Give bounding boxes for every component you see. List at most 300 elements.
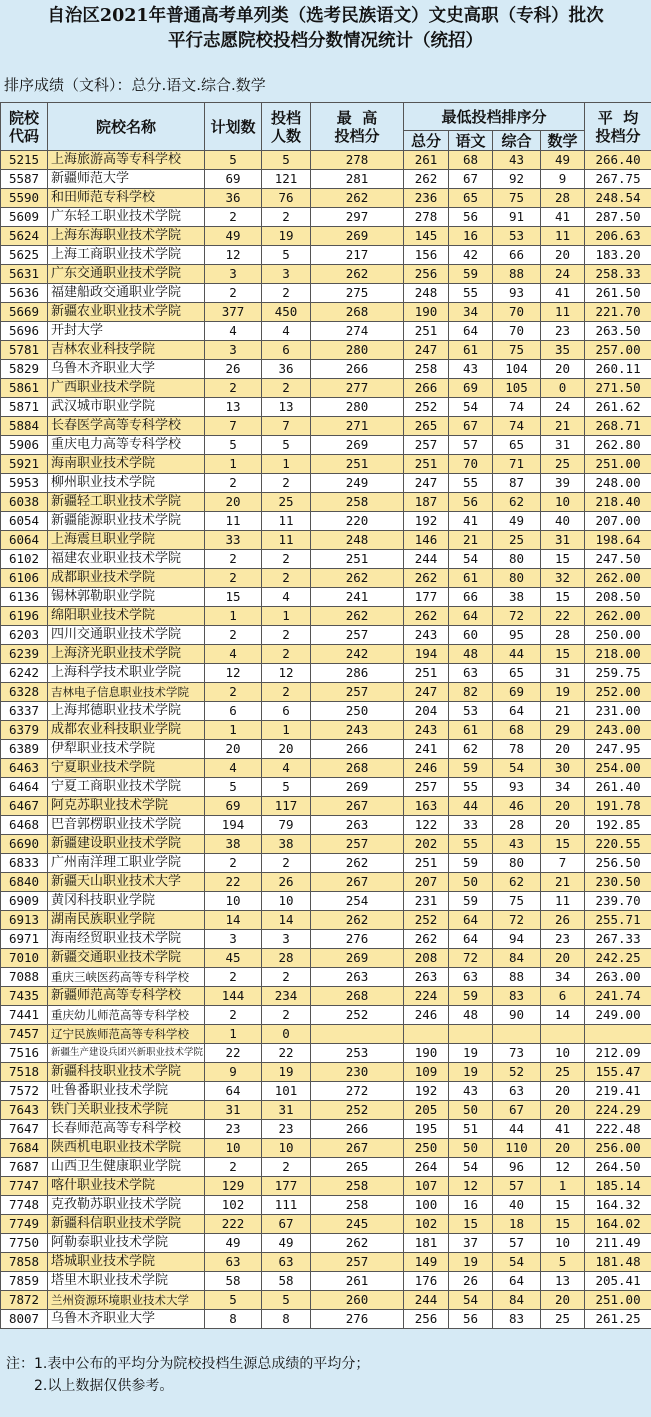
cell-avg-score: 208.50 (585, 588, 651, 607)
cell-plan: 1 (205, 721, 262, 740)
cell-min-comprehensive: 70 (493, 322, 541, 341)
cell-code: 5861 (1, 379, 48, 398)
cell-plan: 2 (205, 626, 262, 645)
cell-min-total: 231 (404, 892, 449, 911)
cell-name: 柳州职业技术学院 (48, 474, 205, 493)
cell-name: 新疆科信职业技术学院 (48, 1215, 205, 1234)
cell-min-math: 5 (541, 1253, 585, 1272)
cell-name: 绵阳职业技术学院 (48, 607, 205, 626)
cell-min-math: 1 (541, 1177, 585, 1196)
cell-code: 5884 (1, 417, 48, 436)
cell-min-math: 6 (541, 987, 585, 1006)
cell-plan: 9 (205, 1063, 262, 1082)
cell-admitted: 4 (262, 322, 311, 341)
table-row (1, 436, 651, 455)
cell-admitted: 2 (262, 569, 311, 588)
cell-min-math: 31 (541, 531, 585, 550)
cell-plan: 2 (205, 854, 262, 873)
cell-max-score: 220 (311, 512, 404, 531)
cell-code: 6102 (1, 550, 48, 569)
table-body (1, 151, 651, 1329)
cell-min-comprehensive: 92 (493, 170, 541, 189)
cell-min-chinese: 56 (449, 1310, 493, 1329)
cell-name: 新疆生产建设兵团兴新职业技术学院 (48, 1044, 205, 1063)
cell-max-score: 297 (311, 208, 404, 227)
cell-code: 5781 (1, 341, 48, 360)
cell-avg-score: 261.50 (585, 284, 651, 303)
cell-plan: 5 (205, 1291, 262, 1310)
cell-admitted: 111 (262, 1196, 311, 1215)
cell-min-math: 32 (541, 569, 585, 588)
cell-min-comprehensive: 62 (493, 873, 541, 892)
cell-code: 7748 (1, 1196, 48, 1215)
cell-min-comprehensive: 67 (493, 1101, 541, 1120)
cell-min-math: 21 (541, 702, 585, 721)
cell-min-chinese: 43 (449, 360, 493, 379)
cell-min-comprehensive: 44 (493, 645, 541, 664)
cell-avg-score: 268.71 (585, 417, 651, 436)
table-row (1, 493, 651, 512)
cell-admitted: 3 (262, 265, 311, 284)
cell-min-math: 9 (541, 170, 585, 189)
table-row (1, 1253, 651, 1272)
cell-plan: 11 (205, 512, 262, 531)
cell-min-comprehensive: 74 (493, 417, 541, 436)
cell-min-total: 205 (404, 1101, 449, 1120)
cell-min-comprehensive: 62 (493, 493, 541, 512)
cell-avg-score: 212.09 (585, 1044, 651, 1063)
cell-max-score (311, 1025, 404, 1044)
cell-min-chinese: 21 (449, 531, 493, 550)
cell-name: 广东交通职业技术学院 (48, 265, 205, 284)
cell-min-comprehensive: 43 (493, 151, 541, 170)
table-row (1, 398, 651, 417)
cell-code: 6379 (1, 721, 48, 740)
cell-max-score: 266 (311, 740, 404, 759)
cell-avg-score: 207.00 (585, 512, 651, 531)
header-max-score: 最 高 投档分 (311, 103, 404, 151)
table-row (1, 778, 651, 797)
cell-avg-score: 191.78 (585, 797, 651, 816)
cell-max-score: 275 (311, 284, 404, 303)
cell-min-total: 251 (404, 455, 449, 474)
cell-min-math: 25 (541, 455, 585, 474)
cell-min-comprehensive: 71 (493, 455, 541, 474)
cell-name: 新疆科技职业技术学院 (48, 1063, 205, 1082)
cell-min-comprehensive: 80 (493, 550, 541, 569)
cell-plan: 2 (205, 1158, 262, 1177)
cell-avg-score: 250.00 (585, 626, 651, 645)
cell-min-total: 224 (404, 987, 449, 1006)
cell-plan: 1 (205, 607, 262, 626)
cell-max-score: 278 (311, 151, 404, 170)
cell-min-chinese: 33 (449, 816, 493, 835)
cell-plan: 33 (205, 531, 262, 550)
cell-avg-score: 231.00 (585, 702, 651, 721)
cell-code: 6203 (1, 626, 48, 645)
cell-min-total: 251 (404, 854, 449, 873)
cell-name: 乌鲁木齐职业大学 (48, 1310, 205, 1329)
cell-min-comprehensive: 28 (493, 816, 541, 835)
cell-min-total: 257 (404, 778, 449, 797)
cell-name: 福建农业职业技术学院 (48, 550, 205, 569)
table-row (1, 1120, 651, 1139)
cell-code: 7749 (1, 1215, 48, 1234)
cell-code: 5587 (1, 170, 48, 189)
cell-min-comprehensive: 40 (493, 1196, 541, 1215)
cell-max-score: 280 (311, 341, 404, 360)
cell-code: 7572 (1, 1082, 48, 1101)
cell-plan: 377 (205, 303, 262, 322)
cell-min-total: 204 (404, 702, 449, 721)
cell-min-math: 15 (541, 835, 585, 854)
cell-code: 6913 (1, 911, 48, 930)
cell-plan: 49 (205, 1234, 262, 1253)
cell-plan: 45 (205, 949, 262, 968)
cell-max-score: 217 (311, 246, 404, 265)
cell-avg-score: 255.71 (585, 911, 651, 930)
cell-max-score: 268 (311, 303, 404, 322)
cell-min-chinese: 43 (449, 1082, 493, 1101)
cell-avg-score: 243.00 (585, 721, 651, 740)
cell-plan: 20 (205, 740, 262, 759)
cell-min-math: 31 (541, 664, 585, 683)
cell-code: 6328 (1, 683, 48, 702)
cell-min-chinese: 67 (449, 417, 493, 436)
cell-min-comprehensive: 25 (493, 531, 541, 550)
cell-max-score: 258 (311, 1196, 404, 1215)
cell-admitted: 2 (262, 379, 311, 398)
cell-min-chinese: 61 (449, 569, 493, 588)
cell-min-chinese: 72 (449, 949, 493, 968)
cell-avg-score: 247.50 (585, 550, 651, 569)
cell-min-total: 177 (404, 588, 449, 607)
cell-avg-score: 218.00 (585, 645, 651, 664)
cell-admitted: 38 (262, 835, 311, 854)
cell-min-comprehensive: 70 (493, 303, 541, 322)
cell-name: 新疆天山职业技术大学 (48, 873, 205, 892)
cell-min-math: 41 (541, 208, 585, 227)
header-comprehensive: 综合 (493, 131, 541, 151)
cell-min-chinese: 54 (449, 1291, 493, 1310)
table-row (1, 702, 651, 721)
cell-admitted: 22 (262, 1044, 311, 1063)
cell-admitted: 8 (262, 1310, 311, 1329)
cell-min-total: 258 (404, 360, 449, 379)
table-row (1, 835, 651, 854)
cell-avg-score: 261.62 (585, 398, 651, 417)
cell-min-total: 251 (404, 322, 449, 341)
cell-min-total: 192 (404, 512, 449, 531)
cell-name: 阿勒泰职业技术学院 (48, 1234, 205, 1253)
cell-max-score: 280 (311, 398, 404, 417)
cell-min-chinese: 55 (449, 474, 493, 493)
cell-plan: 2 (205, 550, 262, 569)
cell-min-total: 241 (404, 740, 449, 759)
cell-min-total: 278 (404, 208, 449, 227)
score-table (0, 102, 651, 1329)
cell-min-math: 20 (541, 360, 585, 379)
cell-admitted: 76 (262, 189, 311, 208)
cell-code: 7858 (1, 1253, 48, 1272)
cell-name: 塔里木职业技术学院 (48, 1272, 205, 1291)
cell-code: 6239 (1, 645, 48, 664)
cell-name: 上海旅游高等专科学校 (48, 151, 205, 170)
cell-code: 5921 (1, 455, 48, 474)
table-row (1, 911, 651, 930)
cell-max-score: 267 (311, 1139, 404, 1158)
cell-min-math: 28 (541, 626, 585, 645)
cell-min-chinese: 64 (449, 607, 493, 626)
cell-min-chinese: 19 (449, 1044, 493, 1063)
cell-avg-score: 181.48 (585, 1253, 651, 1272)
cell-min-total: 244 (404, 550, 449, 569)
cell-min-chinese: 59 (449, 265, 493, 284)
cell-min-total: 149 (404, 1253, 449, 1272)
cell-name: 新疆能源职业技术学院 (48, 512, 205, 531)
cell-min-chinese: 37 (449, 1234, 493, 1253)
cell-max-score: 248 (311, 531, 404, 550)
cell-max-score: 267 (311, 873, 404, 892)
cell-min-chinese: 59 (449, 987, 493, 1006)
cell-code: 7516 (1, 1044, 48, 1063)
cell-min-total: 102 (404, 1215, 449, 1234)
cell-name: 长春师范高等专科学校 (48, 1120, 205, 1139)
cell-min-comprehensive: 75 (493, 892, 541, 911)
cell-name: 锡林郭勒职业学院 (48, 588, 205, 607)
table-row (1, 721, 651, 740)
cell-admitted: 49 (262, 1234, 311, 1253)
cell-max-score: 257 (311, 626, 404, 645)
cell-min-chinese: 26 (449, 1272, 493, 1291)
cell-min-comprehensive: 83 (493, 1310, 541, 1329)
cell-code: 7643 (1, 1101, 48, 1120)
cell-min-math: 0 (541, 379, 585, 398)
cell-code: 7010 (1, 949, 48, 968)
cell-plan: 12 (205, 664, 262, 683)
cell-avg-score (585, 1025, 651, 1044)
cell-max-score: 281 (311, 170, 404, 189)
cell-min-total: 251 (404, 664, 449, 683)
cell-min-math: 15 (541, 1215, 585, 1234)
cell-min-chinese: 59 (449, 892, 493, 911)
cell-code: 6840 (1, 873, 48, 892)
cell-min-chinese: 42 (449, 246, 493, 265)
table-row (1, 1272, 651, 1291)
cell-name: 新疆建设职业技术学院 (48, 835, 205, 854)
cell-admitted: 0 (262, 1025, 311, 1044)
cell-admitted: 1 (262, 721, 311, 740)
cell-plan: 5 (205, 151, 262, 170)
cell-min-chinese: 54 (449, 550, 493, 569)
cell-admitted: 58 (262, 1272, 311, 1291)
cell-admitted: 2 (262, 645, 311, 664)
cell-plan: 10 (205, 892, 262, 911)
cell-name: 新疆师范高等专科学校 (48, 987, 205, 1006)
cell-avg-score: 221.70 (585, 303, 651, 322)
cell-min-comprehensive: 90 (493, 1006, 541, 1025)
cell-code: 5609 (1, 208, 48, 227)
table-row (1, 246, 651, 265)
cell-min-chinese: 34 (449, 303, 493, 322)
cell-name: 广东轻工职业技术学院 (48, 208, 205, 227)
cell-code: 7441 (1, 1006, 48, 1025)
cell-code: 6064 (1, 531, 48, 550)
table-row (1, 151, 651, 170)
cell-name: 新疆轻工职业技术学院 (48, 493, 205, 512)
cell-plan: 23 (205, 1120, 262, 1139)
cell-min-chinese: 62 (449, 740, 493, 759)
cell-plan: 38 (205, 835, 262, 854)
cell-avg-score: 164.02 (585, 1215, 651, 1234)
cell-plan: 15 (205, 588, 262, 607)
cell-code: 6690 (1, 835, 48, 854)
table-row (1, 512, 651, 531)
cell-min-comprehensive: 63 (493, 1082, 541, 1101)
cell-name: 上海东海职业技术学院 (48, 227, 205, 246)
table-row (1, 759, 651, 778)
cell-min-math: 31 (541, 436, 585, 455)
cell-min-math: 15 (541, 645, 585, 664)
table-row (1, 227, 651, 246)
cell-min-comprehensive: 64 (493, 702, 541, 721)
cell-name: 海南职业技术学院 (48, 455, 205, 474)
cell-min-math: 29 (541, 721, 585, 740)
cell-min-comprehensive: 46 (493, 797, 541, 816)
cell-name: 武汉城市职业学院 (48, 398, 205, 417)
cell-name: 黄冈科技职业学院 (48, 892, 205, 911)
cell-name: 陕西机电职业技术学院 (48, 1139, 205, 1158)
cell-name: 宁夏职业技术学院 (48, 759, 205, 778)
cell-code: 6909 (1, 892, 48, 911)
cell-admitted: 63 (262, 1253, 311, 1272)
cell-max-score: 252 (311, 1101, 404, 1120)
cell-avg-score: 262.00 (585, 607, 651, 626)
cell-admitted: 2 (262, 1006, 311, 1025)
cell-code: 7687 (1, 1158, 48, 1177)
cell-avg-score: 205.41 (585, 1272, 651, 1291)
cell-min-total: 187 (404, 493, 449, 512)
cell-plan: 69 (205, 797, 262, 816)
cell-admitted: 2 (262, 683, 311, 702)
cell-min-math: 49 (541, 151, 585, 170)
cell-min-math: 11 (541, 892, 585, 911)
cell-name: 福建船政交通职业学院 (48, 284, 205, 303)
table-row (1, 854, 651, 873)
cell-admitted: 234 (262, 987, 311, 1006)
table-row (1, 303, 651, 322)
cell-avg-score: 261.25 (585, 1310, 651, 1329)
cell-max-score: 230 (311, 1063, 404, 1082)
cell-name: 重庆幼儿师范高等专科学校 (48, 1006, 205, 1025)
cell-avg-score: 287.50 (585, 208, 651, 227)
cell-min-comprehensive: 73 (493, 1044, 541, 1063)
cell-min-math: 10 (541, 1234, 585, 1253)
cell-min-comprehensive: 65 (493, 664, 541, 683)
cell-min-comprehensive: 84 (493, 949, 541, 968)
cell-max-score: 263 (311, 968, 404, 987)
cell-min-math: 24 (541, 398, 585, 417)
table-row (1, 1025, 651, 1044)
cell-min-math: 21 (541, 873, 585, 892)
cell-code: 5624 (1, 227, 48, 246)
cell-avg-score: 220.55 (585, 835, 651, 854)
cell-admitted: 2 (262, 854, 311, 873)
cell-min-comprehensive: 72 (493, 607, 541, 626)
cell-min-math: 40 (541, 512, 585, 531)
cell-min-comprehensive: 54 (493, 759, 541, 778)
cell-code: 6038 (1, 493, 48, 512)
cell-min-comprehensive: 57 (493, 1234, 541, 1253)
cell-min-total: 256 (404, 1310, 449, 1329)
cell-avg-score: 252.00 (585, 683, 651, 702)
cell-plan: 22 (205, 1044, 262, 1063)
cell-avg-score: 260.11 (585, 360, 651, 379)
page-title (0, 4, 651, 54)
cell-name: 四川交通职业技术学院 (48, 626, 205, 645)
cell-max-score: 243 (311, 721, 404, 740)
cell-min-math: 21 (541, 417, 585, 436)
cell-min-math: 19 (541, 683, 585, 702)
table-row (1, 987, 651, 1006)
cell-plan: 13 (205, 398, 262, 417)
cell-max-score: 266 (311, 1120, 404, 1139)
cell-name: 兰州资源环境职业技术大学 (48, 1291, 205, 1310)
cell-min-comprehensive: 18 (493, 1215, 541, 1234)
cell-avg-score: 155.47 (585, 1063, 651, 1082)
cell-admitted: 19 (262, 227, 311, 246)
cell-min-comprehensive: 66 (493, 246, 541, 265)
cell-admitted: 20 (262, 740, 311, 759)
cell-code: 7859 (1, 1272, 48, 1291)
cell-min-comprehensive: 75 (493, 189, 541, 208)
table-row (1, 1215, 651, 1234)
cell-admitted: 450 (262, 303, 311, 322)
cell-max-score: 262 (311, 189, 404, 208)
cell-min-comprehensive: 80 (493, 854, 541, 873)
cell-min-chinese: 66 (449, 588, 493, 607)
cell-code: 7457 (1, 1025, 48, 1044)
table-row (1, 550, 651, 569)
cell-admitted: 28 (262, 949, 311, 968)
cell-admitted: 4 (262, 759, 311, 778)
table-row (1, 208, 651, 227)
cell-min-math: 20 (541, 1139, 585, 1158)
table-row (1, 474, 651, 493)
cell-name: 和田师范专科学校 (48, 189, 205, 208)
cell-admitted: 4 (262, 588, 311, 607)
cell-admitted: 3 (262, 930, 311, 949)
table-row (1, 740, 651, 759)
header-total: 总分 (404, 131, 449, 151)
cell-min-math: 20 (541, 1101, 585, 1120)
cell-min-math: 11 (541, 303, 585, 322)
cell-name: 成都农业科技职业学院 (48, 721, 205, 740)
cell-min-total: 176 (404, 1272, 449, 1291)
cell-name: 吐鲁番职业技术学院 (48, 1082, 205, 1101)
cell-name: 吉林农业科技学院 (48, 341, 205, 360)
cell-max-score: 266 (311, 360, 404, 379)
cell-min-comprehensive (493, 1025, 541, 1044)
header-math: 数学 (541, 131, 585, 151)
cell-min-chinese: 50 (449, 873, 493, 892)
table-row (1, 1006, 651, 1025)
cell-min-comprehensive: 53 (493, 227, 541, 246)
table-row (1, 379, 651, 398)
cell-name: 新疆农业职业技术学院 (48, 303, 205, 322)
cell-plan: 4 (205, 645, 262, 664)
cell-admitted: 2 (262, 968, 311, 987)
